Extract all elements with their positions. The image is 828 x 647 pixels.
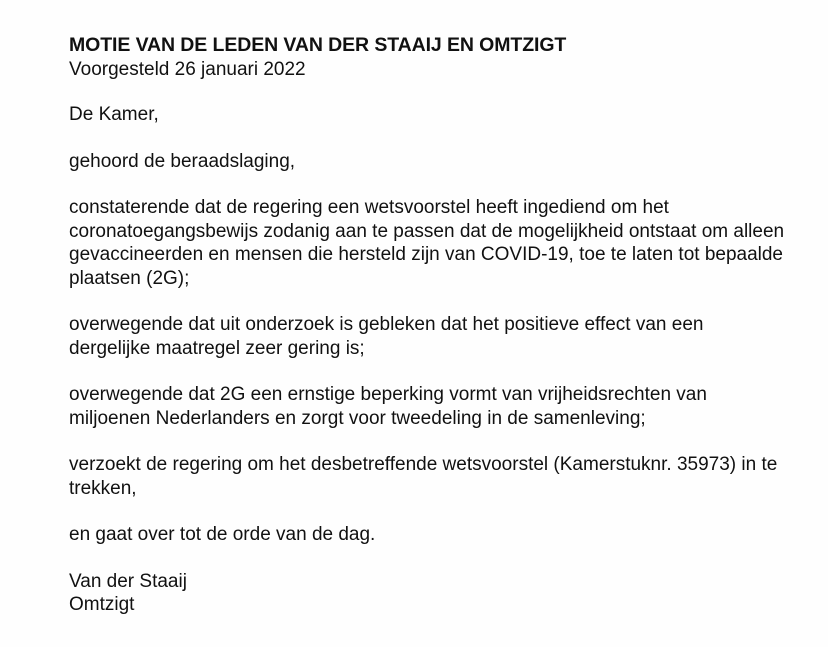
document-title: MOTIE VAN DE LEDEN VAN DER STAAIJ EN OMTZIGT [69,34,567,56]
document-date: Voorgesteld 26 januari 2022 [69,58,306,80]
signatory-2: Omtzigt [69,594,135,615]
paragraph-closing: en gaat over tot de orde van de dag. [69,524,376,545]
motion-document [69,34,789,617]
paragraph-considering-2: overwegende dat 2G een ernstige beperking vormt van vrijheidsrechten van miljoenen Nederlanders en zorgt voor tweedeling in de samenleving; [69,384,707,429]
paragraph-heard: gehoord de beraadslaging, [69,150,296,172]
paragraph-addressee: De Kamer, [69,104,159,125]
paragraph-considering-1: overwegende dat uit onderzoek is gebleken dat het positieve effect van een dergelijke maatregel zeer gering is; [69,314,704,359]
paragraph-finding: constaterende dat de regering een wetsvoorstel heeft ingediend om het coronatoegangsbewijs zodanig aan te passen dat de mogelijkheid ontstaat om alleen gevaccineerden en mensen die hersteld zijn van COVID-19, toe te laten tot bepaalde plaatsen (2G); [69,197,785,289]
signatory-1: Van der Staaij [69,570,187,592]
paragraph-request: verzoekt de regering om het desbetreffende wetsvoorstel (Kamerstuknr. 35973) in te trekken, [69,454,778,499]
